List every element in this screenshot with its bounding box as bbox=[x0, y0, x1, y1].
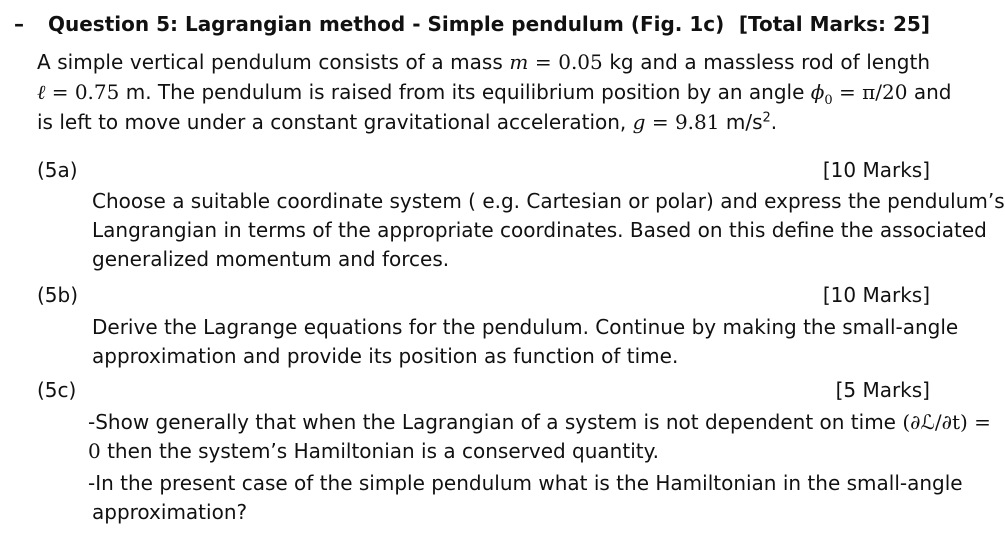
angle-symbol: ϕ bbox=[810, 80, 825, 104]
intro-line-1 bbox=[37, 50, 930, 74]
part-5c-text: -Show generally that when the Lagrangian of a system is not dependent on time bbox=[88, 410, 896, 434]
part-marks-5b: [10 Marks] bbox=[822, 283, 930, 307]
gravity-unit-exponent: 2 bbox=[762, 110, 771, 126]
intro-text: and bbox=[913, 80, 952, 104]
part-label-5b: (5b) bbox=[37, 283, 79, 307]
intro-text: m. The pendulum is raised from its equilibrium position by an angle bbox=[125, 80, 805, 104]
intro-period: . bbox=[770, 110, 778, 134]
part-marks-5a: [10 Marks] bbox=[822, 158, 930, 182]
part-5c-line-3: -In the present case of the simple pendulum what is the Hamiltonian in the small-angle bbox=[88, 471, 963, 495]
part-5b-line-2: approximation and provide its position as function of time. bbox=[92, 344, 679, 368]
intro-text: kg and a massless rod of length bbox=[609, 50, 930, 74]
part-marks-5c: [5 Marks] bbox=[835, 378, 930, 402]
part-label-5a: (5a) bbox=[37, 158, 78, 182]
gravity-unit: m/s bbox=[725, 110, 763, 134]
mass-symbol: m bbox=[509, 50, 529, 74]
question-title: Question 5: Lagrangian method - Simple pendulum (Fig. 1c) bbox=[48, 12, 725, 36]
part-5c-text: then the system’s Hamiltonian is a conserved quantity. bbox=[107, 439, 659, 463]
part-5c-line-4: approximation? bbox=[92, 500, 248, 524]
length-symbol: ℓ bbox=[37, 80, 46, 104]
part-5a-line-3: generalized momentum and forces. bbox=[92, 247, 450, 271]
gravity-value: = 9.81 bbox=[645, 110, 720, 134]
intro-text: A simple vertical pendulum consists of a mass bbox=[37, 50, 503, 74]
length-value: = 0.75 bbox=[45, 80, 120, 104]
zero-value: 0 bbox=[88, 439, 101, 463]
mass-value: = 0.05 bbox=[528, 50, 603, 74]
intro-text: is left to move under a constant gravitational acceleration, bbox=[37, 110, 627, 134]
part-label-5c: (5c) bbox=[37, 378, 77, 402]
bullet-dash: – bbox=[14, 12, 24, 36]
angle-value: = π/20 bbox=[832, 80, 908, 104]
intro-line-2 bbox=[37, 80, 952, 108]
part-5a-line-1: Choose a suitable coordinate system ( e.g. Cartesian or polar) and express the pendulum’s bbox=[92, 189, 1005, 213]
part-5a-line-2: Langrangian in terms of the appropriate coordinates. Based on this define the associated bbox=[92, 218, 987, 242]
part-5c-line-1 bbox=[88, 410, 991, 434]
time-derivative-expression: (∂ℒ/∂t) = bbox=[902, 410, 991, 434]
total-marks: [Total Marks: 25] bbox=[738, 12, 930, 36]
gravity-symbol: g bbox=[632, 110, 646, 134]
intro-line-3 bbox=[37, 110, 777, 134]
part-5c-line-2 bbox=[88, 439, 659, 463]
angle-subscript: 0 bbox=[824, 93, 833, 108]
part-5b-line-1: Derive the Lagrange equations for the pendulum. Continue by making the small-angle bbox=[92, 315, 959, 339]
